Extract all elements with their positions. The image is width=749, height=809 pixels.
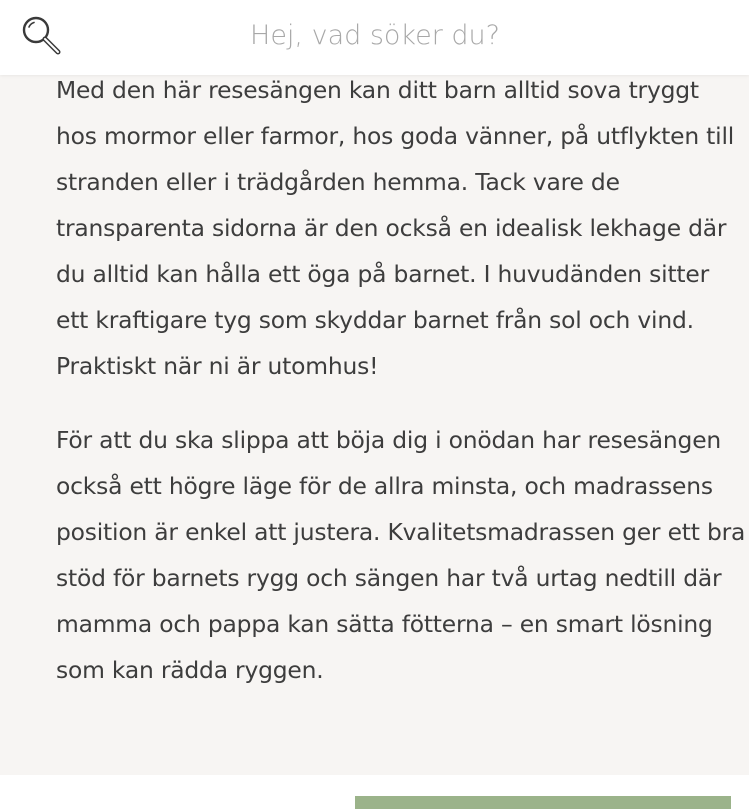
search-input[interactable] (80, 12, 670, 58)
description-paragraph: För att du ska slippa att böja dig i onödan har resesängen också ett högre läge för de allra minsta, och madrassens position är enkel att justera. Kvalitetsmadrassen ger ett bra stöd för barnets rygg och sängen har två urtag nedtill där mamma och pappa kan sätta fötterna – en smart lösning som kan rädda ryggen. (56, 426, 746, 684)
add-to-cart-button[interactable] (355, 796, 731, 809)
search-icon[interactable] (20, 14, 62, 56)
search-bar (0, 0, 749, 75)
product-description (56, 67, 746, 693)
description-paragraph: Med den här resesängen kan ditt barn alltid sova tryggt hos mormor eller farmor, hos goda vänner, på utflykten till stranden eller i trädgården hemma. Tack vare de transparenta sidorna är den också en idealisk lekhage där du alltid kan hålla ett öga på barnet. I huvudänden sitter ett kraftigare tyg som skyddar barnet från sol och vind. Praktiskt när ni är utomhus! (56, 76, 735, 380)
bottom-bar (0, 775, 749, 809)
